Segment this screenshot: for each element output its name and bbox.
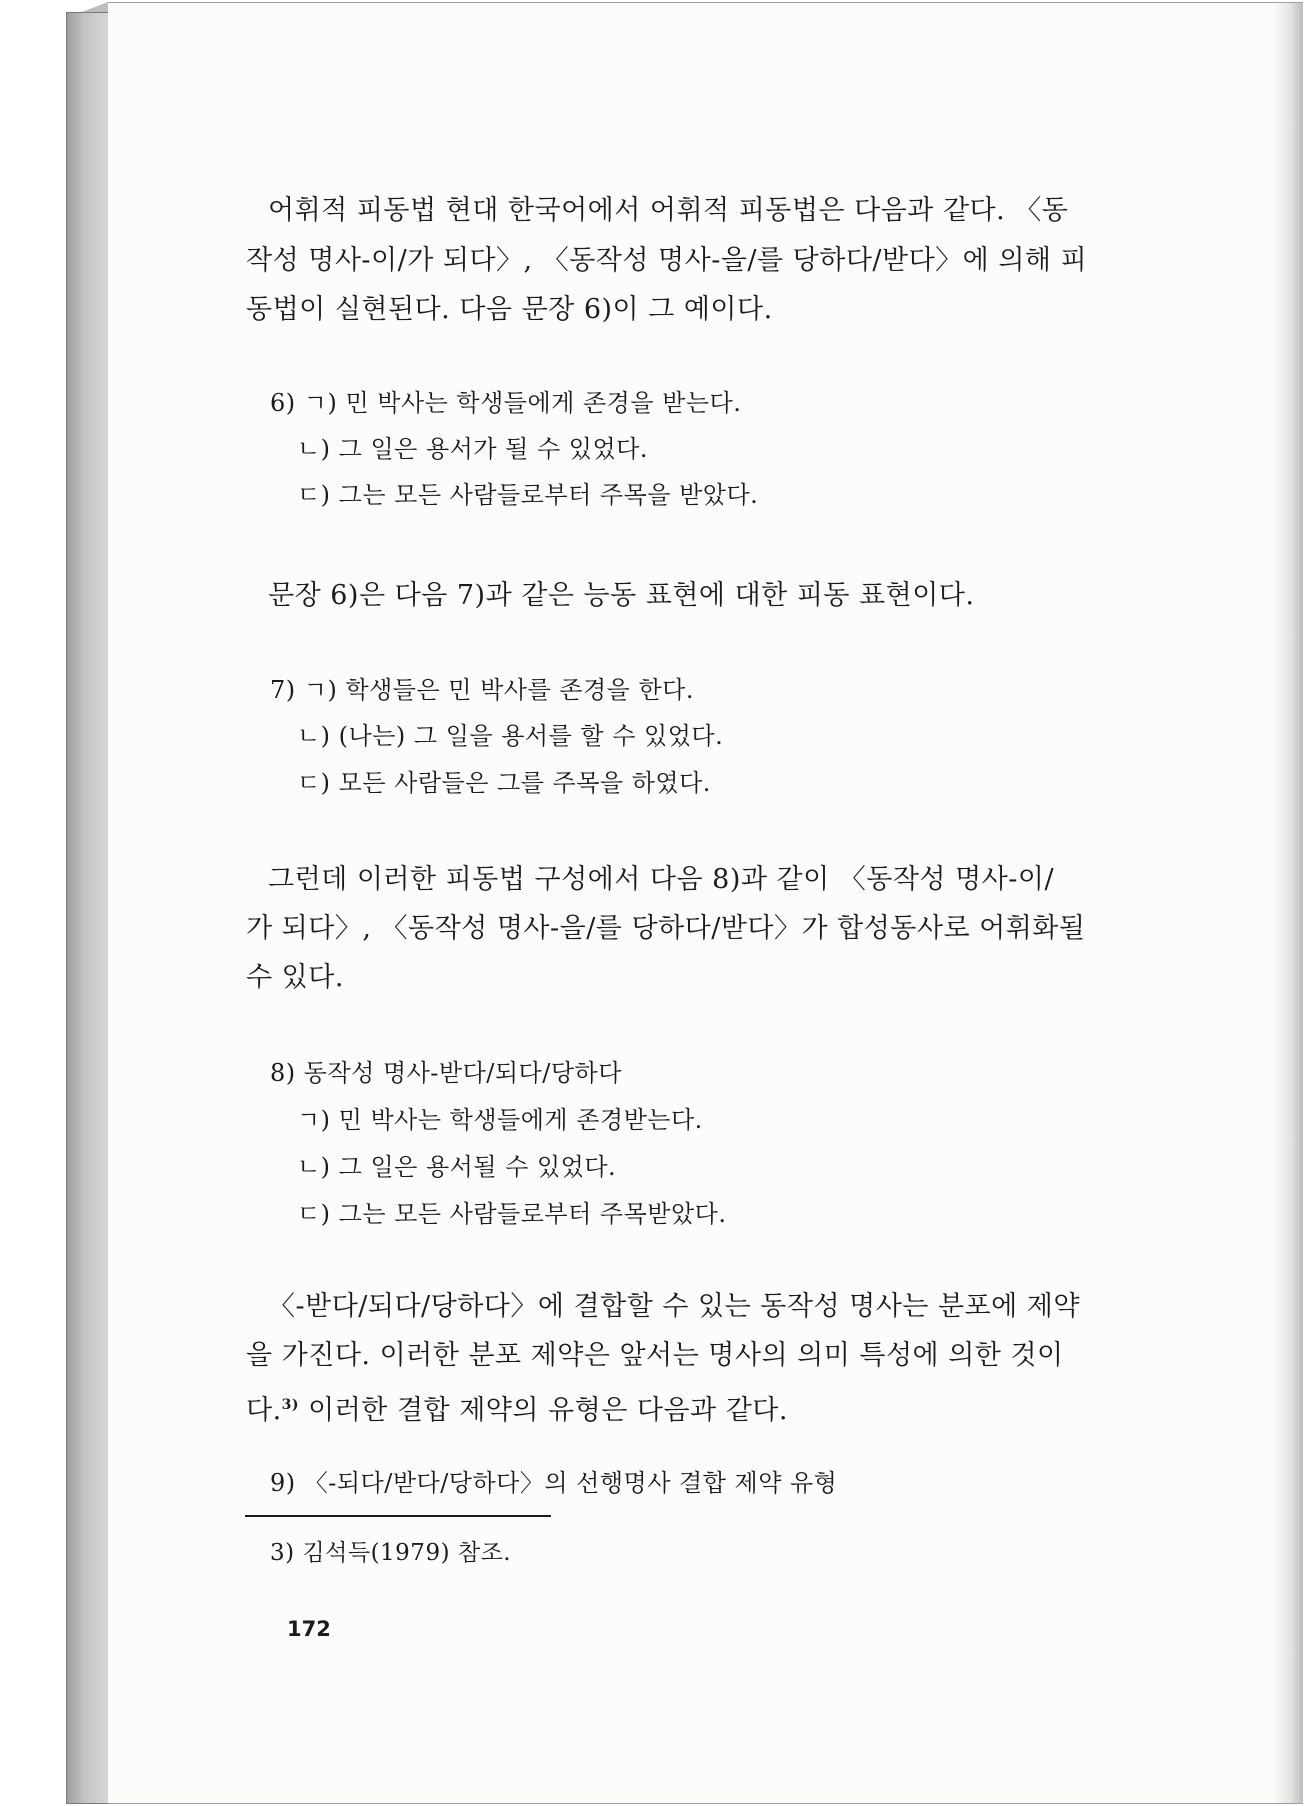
- para2: 문장 6)은 다음 7)과 같은 능동 표현에 대한 피동 표현이다.: [268, 580, 975, 611]
- para4-line3: [246, 1380, 1146, 1436]
- para4-line3-post: 이러한 결합 제약의 유형은 다음과 같다.: [299, 1395, 788, 1426]
- para4-line2: 을 가진다. 이러한 분포 제약은 앞서는 명사의 의미 특성에 의한 것이: [246, 1340, 1064, 1371]
- example-8b: ㄴ) 그 일은 용서될 수 있었다.: [297, 1153, 617, 1181]
- example-9: 9) 〈-되다/받다/당하다〉의 선행명사 결합 제약 유형: [270, 1469, 838, 1497]
- book-spine: [66, 12, 110, 1804]
- example-7a: 7) ㄱ) 학생들은 민 박사를 존경을 한다.: [270, 676, 694, 704]
- example-6a: 6) ㄱ) 민 박사는 학생들에게 존경을 받는다.: [270, 389, 742, 417]
- para4-line1: 〈-받다/되다/당하다〉에 결합할 수 있는 동작성 명사는 분포에 제약: [268, 1291, 1080, 1322]
- page-number: 172: [287, 1617, 331, 1641]
- para3-line3: 수 있다.: [246, 962, 344, 993]
- example-8c: ㄷ) 그는 모든 사람들로부터 주목받았다.: [297, 1200, 727, 1228]
- footnote-ref-3: 3): [281, 1397, 300, 1413]
- para3-line2: 가 되다〉, 〈동작성 명사-을/를 당하다/받다〉가 합성동사로 어휘화될: [246, 913, 1086, 944]
- example-7c: ㄷ) 모든 사람들은 그를 주목을 하였다.: [297, 769, 711, 797]
- para1-line2: 작성 명사-이/가 되다〉, 〈동작성 명사-을/를 당하다/받다〉에 의해 피: [246, 245, 1088, 276]
- example-7b: ㄴ) (나는) 그 일을 용서를 할 수 있었다.: [297, 722, 724, 750]
- example-8-head: 8) 동작성 명사-받다/되다/당하다: [270, 1059, 622, 1087]
- page-edge-shadow: [1273, 3, 1303, 1803]
- footnote-3: 3) 김석득(1979) 참조.: [270, 1540, 512, 1566]
- example-6c: ㄷ) 그는 모든 사람들로부터 주목을 받았다.: [297, 481, 759, 509]
- para1-line1: 어휘적 피동법 현대 한국어에서 어휘적 피동법은 다음과 같다. 〈동: [268, 195, 1069, 226]
- para3-line1: 그런데 이러한 피동법 구성에서 다음 8)과 같이 〈동작성 명사-이/: [268, 864, 1055, 895]
- example-8a: ㄱ) 민 박사는 학생들에게 존경받는다.: [297, 1106, 703, 1134]
- example-6b: ㄴ) 그 일은 용서가 될 수 있었다.: [297, 435, 648, 463]
- para1-line3: 동법이 실현된다. 다음 문장 6)이 그 예이다.: [246, 294, 773, 325]
- footnote-rule: [245, 1515, 551, 1517]
- para4-line3-pre: 다.: [246, 1395, 282, 1426]
